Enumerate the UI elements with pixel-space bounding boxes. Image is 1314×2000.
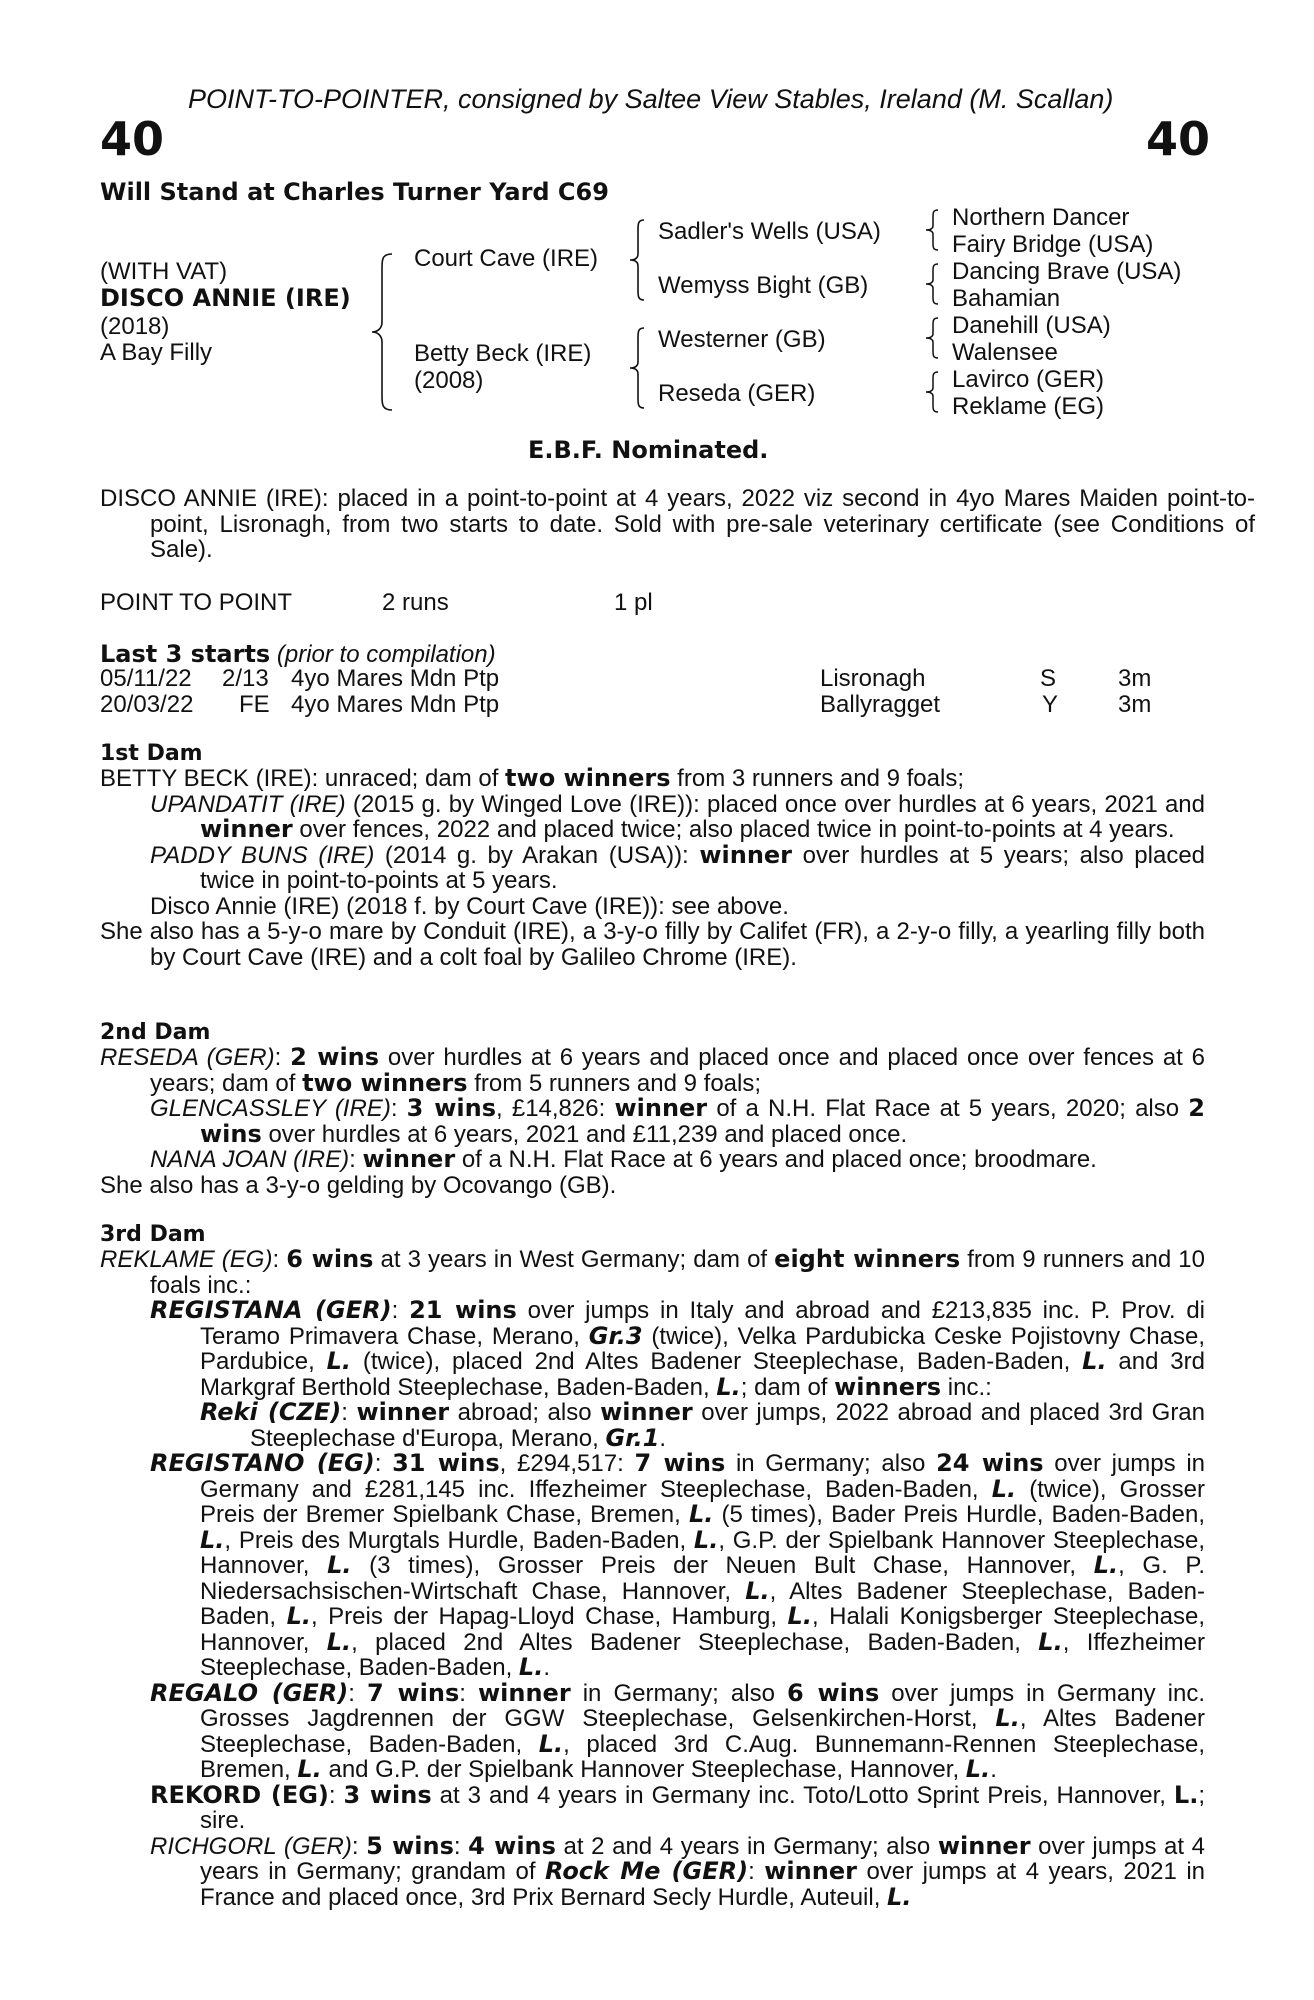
pedigree-brace-dam <box>628 326 648 410</box>
start-date: 20/03/22 <box>100 691 194 718</box>
horse-year: (2018) <box>100 313 170 340</box>
progeny-richgorl: RICHGORL (GER): 5 wins: 4 wins at 2 and 4 years in Germany; also winner over jumps at 4 years in Germany; grandam of Rock Me (GER): winner over jumps at 4 years, 2021 in France and placed once, 3rd Prix Bernard Secly Hurdle, Auteuil, L. <box>150 1831 1206 1911</box>
grandsire-2: Wemyss Bight (GB) <box>658 272 869 299</box>
pedigree-brace-gg2 <box>924 262 942 306</box>
progeny-upandatit: UPANDATIT (IRE) (2015 g. by Winged Love (IRE)): placed once over hurdles at 6 years, 2021 and winner over fences, 2022 and placed twice; also placed twice in point-to-points at 4 years. <box>150 790 1206 843</box>
summary-paragraph: DISCO ANNIE (IRE): placed in a point-to-point at 4 years, 2022 viz second in 4yo Mares Maiden point-to-point, Lisronagh, from two starts to date. Sold with pre-sale veterinary certificate (see Conditions of Sale). <box>100 485 1255 563</box>
pedigree-brace-gg3 <box>924 316 942 360</box>
horse-name: DISCO ANNIE (IRE) <box>100 284 351 312</box>
progeny-disco-annie: Disco Annie (IRE) (2018 f. by Court Cave (IRE)): see above. <box>150 892 789 920</box>
vat-note: (WITH VAT) <box>100 258 228 285</box>
dam: Betty Beck (IRE) <box>414 340 592 367</box>
ptp-placed: 1 pl <box>614 589 653 616</box>
progeny-nana-joan: NANA JOAN (IRE): winner of a N.H. Flat Race at 6 years and placed once; broodmare. <box>150 1145 1097 1173</box>
progeny-regalo: REGALO (GER): 7 wins: winner in Germany; also 6 wins over jumps in Germany inc. Grosses Jagdrennen der GGW Steeplechase, Gelsenkirchen-Horst, L., Altes Badener Steeplechase, Baden-Baden, L., placed 3rd C.Aug. Bunnemann-Rennen Steeplechase, Bremen, L. and G.P. der Spielbank Hannover Steeplechase, Hannover, L.. <box>150 1678 1205 1783</box>
second-dam-heading: 2nd Dam <box>100 1020 211 1045</box>
third-dam-heading: 3rd Dam <box>100 1222 206 1247</box>
pedigree-brace-main <box>370 252 400 412</box>
start-distance: 3m <box>1118 691 1152 718</box>
first-dam-heading: 1st Dam <box>100 741 203 766</box>
second-dam-intro: RESEDA (GER): 2 wins over hurdles at 6 years and placed once and placed once over fences at 6 years; dam of two winners from 5 runners and 9 foals; <box>100 1043 1205 1097</box>
grandsire-4: Reseda (GER) <box>658 380 816 407</box>
progeny-glencassley: GLENCASSLEY (IRE): 3 wins, £14,826: winner of a N.H. Flat Race at 5 years, 2020; also 2 wins over hurdles at 6 years, 2021 and £11,239 and placed once. <box>150 1094 1205 1148</box>
progeny-registano: REGISTANO (EG): 31 wins, £294,517: 7 wins in Germany; also 24 wins over jumps in Germany and £281,145 inc. Iffezheimer Steeplechase, Baden-Baden, L. (twice), Grosser Preis der Bremer Spielbank Chase, Bremen, L. (5 times), Bader Preis Hurdle, Baden-Baden, L., Preis des Murgtals Hurdle, Baden-Baden, L., G.P. der Spielbank Hannover Steeplechase, Hannover, L. (3 times), Grosser Preis der Neuen Bult Chase, Hannover, L., G. P. Niedersachsischen-Wirtschaft Chase, Hannover, L., Altes Badener Steeplechase, Baden-Baden, L., Preis der Hapag-Lloyd Chase, Hamburg, L., Halali Konigsberger Steeplechase, Hannover, L., placed 2nd Altes Badener Steeplechase, Baden-Baden, L., Iffezheimer Steeplechase, Baden-Baden, L.. <box>150 1449 1206 1681</box>
greatgrand-5: Danehill (USA) <box>952 312 1111 339</box>
greatgrand-6: Walensee <box>952 339 1058 366</box>
ptp-runs: 2 runs <box>382 589 449 616</box>
start-going: Y <box>1042 691 1059 718</box>
third-dam-section <box>100 1247 1205 1910</box>
horse-description: A Bay Filly <box>100 339 213 366</box>
second-dam-section <box>100 1045 1205 1198</box>
progeny-registana: REGISTANA (GER): 21 wins over jumps in Italy and abroad and £213,835 inc. P. Prov. di Teramo Primavera Chase, Merano, Gr.3 (twice), Velka Pardubicka Ceske Pojistovny Chase, Pardubice, L. (twice), placed 2nd Altes Badener Steeplechase, Baden-Baden, L. and 3rd Markgraf Berthold Steeplechase, Baden-Baden, L.; dam of winners inc.: <box>150 1296 1206 1401</box>
greatgrand-7: Lavirco (GER) <box>952 366 1105 393</box>
last-starts-title: Last 3 starts <box>100 640 271 668</box>
last-starts-note: (prior to compilation) <box>276 641 496 668</box>
greatgrand-8: Reklame (EG) <box>952 393 1105 420</box>
consignor-header: POINT-TO-POINTER, consigned by Saltee View Stables, Ireland (M. Scallan) <box>188 84 1114 114</box>
stand-location: Will Stand at Charles Turner Yard C69 <box>100 178 609 206</box>
start-position: 2/13 <box>222 665 269 692</box>
start-race: 4yo Mares Mdn Ptp <box>291 691 500 718</box>
grandsire-3: Westerner (GB) <box>658 326 826 353</box>
pedigree-brace-gg4 <box>924 370 942 414</box>
start-course: Lisronagh <box>820 665 926 692</box>
first-dam-other-foals: She also has a 5-y-o mare by Conduit (IRE), a 3-y-o filly by Califet (FR), a 2-y-o filly, a yearling filly both by Court Cave (IRE) and a colt foal by Galileo Chrome (IRE). <box>100 918 1205 971</box>
greatgrand-3: Dancing Brave (USA) <box>952 258 1182 285</box>
progeny-reki: Reki (CZE): winner abroad; also winner over jumps, 2022 abroad and placed 3rd Gran Steeplechase d'Europa, Merano, Gr.1. <box>200 1398 1206 1452</box>
start-position: FE <box>239 691 270 718</box>
first-dam-section <box>100 766 1205 970</box>
lot-number-right: 40 <box>1146 112 1211 166</box>
start-distance: 3m <box>1118 665 1152 692</box>
start-date: 05/11/22 <box>100 665 192 692</box>
third-dam-intro: REKLAME (EG): 6 wins at 3 years in West Germany; dam of eight winners from 9 runners and 10 foals inc.: <box>100 1245 1206 1299</box>
second-dam-other-foals: She also has a 3-y-o gelding by Ocovango (GB). <box>100 1171 617 1199</box>
start-course: Ballyragget <box>820 691 941 718</box>
sire: Court Cave (IRE) <box>414 245 599 272</box>
lot-number-left: 40 <box>100 112 165 166</box>
pedigree-brace-gg1 <box>924 208 942 252</box>
pedigree-brace-sire <box>628 218 648 302</box>
ebf-nominated: E.B.F. Nominated. <box>528 436 769 464</box>
greatgrand-1: Northern Dancer <box>952 204 1130 231</box>
start-going: S <box>1040 665 1057 692</box>
greatgrand-2: Fairy Bridge (USA) <box>952 231 1154 258</box>
grandsire-1: Sadler's Wells (USA) <box>658 218 881 245</box>
greatgrand-4: Bahamian <box>952 285 1061 312</box>
dam-year: (2008) <box>414 367 484 394</box>
start-race: 4yo Mares Mdn Ptp <box>291 665 500 692</box>
progeny-paddy-buns: PADDY BUNS (IRE) (2014 g. by Arakan (USA)): winner over hurdles at 5 years; also placed twice in point-to-points at 5 years. <box>150 840 1206 894</box>
progeny-rekord: REKORD (EG): 3 wins at 3 and 4 years in Germany inc. Toto/Lotto Sprint Preis, Hannover, L.; sire. <box>150 1780 1205 1834</box>
ptp-label: POINT TO POINT <box>100 589 293 616</box>
first-dam-intro: BETTY BECK (IRE): unraced; dam of two winners from 3 runners and 9 foals; <box>100 764 964 792</box>
